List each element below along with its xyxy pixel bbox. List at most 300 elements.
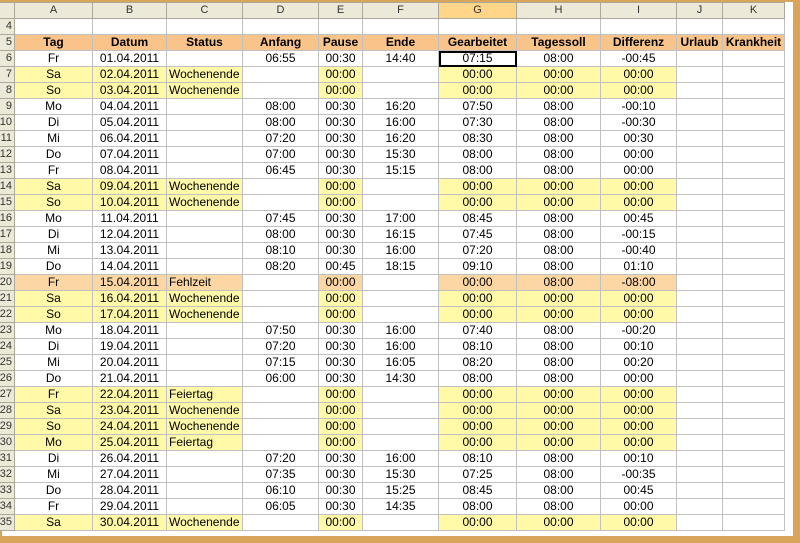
cell-tag[interactable]: Mo — [15, 211, 93, 227]
cell-pause[interactable]: 00:30 — [319, 467, 363, 483]
cell-gearbeitet[interactable]: 00:00 — [439, 195, 517, 211]
cell-anfang[interactable] — [243, 179, 319, 195]
row-number[interactable]: 8 — [0, 83, 15, 99]
cell-pause[interactable]: 00:30 — [319, 451, 363, 467]
cell-soll[interactable]: 08:00 — [517, 259, 601, 275]
cell-anfang[interactable]: 07:50 — [243, 323, 319, 339]
cell-anfang[interactable]: 08:10 — [243, 243, 319, 259]
cell-ende[interactable] — [363, 195, 439, 211]
cell-datum[interactable]: 10.04.2011 — [93, 195, 167, 211]
header-status[interactable]: Status — [167, 35, 243, 51]
cell-pause[interactable]: 00:00 — [319, 275, 363, 291]
cell-urlaub[interactable] — [677, 291, 723, 307]
cell-soll[interactable]: 00:00 — [517, 403, 601, 419]
header-ende[interactable]: Ende — [363, 35, 439, 51]
cell-tag[interactable]: Mo — [15, 99, 93, 115]
cell-soll[interactable]: 00:00 — [517, 419, 601, 435]
cell-soll[interactable]: 08:00 — [517, 483, 601, 499]
cell-soll[interactable]: 00:00 — [517, 83, 601, 99]
row-number[interactable]: 10 — [0, 115, 15, 131]
cell-soll[interactable]: 08:00 — [517, 323, 601, 339]
cell-datum[interactable]: 17.04.2011 — [93, 307, 167, 323]
cell-datum[interactable]: 08.04.2011 — [93, 163, 167, 179]
cell-ende[interactable]: 16:20 — [363, 131, 439, 147]
cell-status[interactable] — [167, 483, 243, 499]
cell-krankheit[interactable] — [723, 499, 785, 515]
cell-diff[interactable]: 00:45 — [601, 211, 677, 227]
row-number[interactable]: 31 — [0, 451, 15, 467]
row-number[interactable]: 13 — [0, 163, 15, 179]
cell-status[interactable] — [167, 99, 243, 115]
select-all-corner[interactable] — [0, 3, 15, 19]
cell-soll[interactable]: 00:00 — [517, 179, 601, 195]
cell-tag[interactable]: Mo — [15, 435, 93, 451]
cell-anfang[interactable]: 07:15 — [243, 355, 319, 371]
cell-soll[interactable]: 08:00 — [517, 275, 601, 291]
cell-gearbeitet[interactable]: 07:45 — [439, 227, 517, 243]
cell-diff[interactable]: 00:00 — [601, 419, 677, 435]
cell-ende[interactable] — [363, 307, 439, 323]
cell-diff[interactable]: 00:00 — [601, 435, 677, 451]
cell-tag[interactable]: Do — [15, 147, 93, 163]
cell-pause[interactable]: 00:30 — [319, 147, 363, 163]
cell-diff[interactable]: 00:10 — [601, 451, 677, 467]
cell-datum[interactable]: 23.04.2011 — [93, 403, 167, 419]
cell-pause[interactable]: 00:00 — [319, 307, 363, 323]
cell-pause[interactable]: 00:00 — [319, 83, 363, 99]
cell-datum[interactable]: 14.04.2011 — [93, 259, 167, 275]
cell-diff[interactable]: -00:30 — [601, 115, 677, 131]
cell-status[interactable] — [167, 323, 243, 339]
cell-tag[interactable]: Mi — [15, 355, 93, 371]
cell-urlaub[interactable] — [677, 403, 723, 419]
cell-krankheit[interactable] — [723, 371, 785, 387]
cell-tag[interactable]: So — [15, 83, 93, 99]
cell-datum[interactable]: 29.04.2011 — [93, 499, 167, 515]
cell-tag[interactable]: Mi — [15, 467, 93, 483]
cell-gearbeitet[interactable]: 07:20 — [439, 243, 517, 259]
cell-anfang[interactable]: 07:00 — [243, 147, 319, 163]
cell-ende[interactable]: 16:05 — [363, 355, 439, 371]
cell-urlaub[interactable] — [677, 259, 723, 275]
cell-urlaub[interactable] — [677, 323, 723, 339]
cell-status[interactable] — [167, 259, 243, 275]
cell-anfang[interactable]: 07:20 — [243, 339, 319, 355]
cell-diff[interactable]: 00:00 — [601, 387, 677, 403]
cell-diff[interactable]: 00:10 — [601, 339, 677, 355]
cell-tag[interactable]: Sa — [15, 291, 93, 307]
cell-status[interactable]: Feiertag — [167, 435, 243, 451]
cell-krankheit[interactable] — [723, 115, 785, 131]
cell-ende[interactable] — [363, 419, 439, 435]
column-header-d[interactable]: D — [243, 3, 319, 19]
cell-datum[interactable]: 11.04.2011 — [93, 211, 167, 227]
cell-pause[interactable]: 00:00 — [319, 403, 363, 419]
cell-pause[interactable]: 00:30 — [319, 243, 363, 259]
cell-krankheit[interactable] — [723, 467, 785, 483]
cell-gearbeitet[interactable]: 00:00 — [439, 387, 517, 403]
cell-datum[interactable]: 27.04.2011 — [93, 467, 167, 483]
cell[interactable] — [723, 19, 785, 35]
cell[interactable] — [517, 19, 601, 35]
cell-datum[interactable]: 30.04.2011 — [93, 515, 167, 531]
cell-diff[interactable]: -00:10 — [601, 99, 677, 115]
cell-tag[interactable]: Fr — [15, 275, 93, 291]
cell-anfang[interactable] — [243, 419, 319, 435]
cell-anfang[interactable]: 06:55 — [243, 51, 319, 67]
cell-tag[interactable]: Fr — [15, 499, 93, 515]
cell-datum[interactable]: 03.04.2011 — [93, 83, 167, 99]
cell-datum[interactable]: 19.04.2011 — [93, 339, 167, 355]
cell-soll[interactable]: 08:00 — [517, 467, 601, 483]
cell-status[interactable]: Wochenende — [167, 419, 243, 435]
cell-tag[interactable]: Do — [15, 483, 93, 499]
cell-gearbeitet[interactable]: 00:00 — [439, 67, 517, 83]
cell-pause[interactable]: 00:00 — [319, 419, 363, 435]
cell-datum[interactable]: 16.04.2011 — [93, 291, 167, 307]
cell-status[interactable] — [167, 499, 243, 515]
cell-urlaub[interactable] — [677, 115, 723, 131]
cell-tag[interactable]: Di — [15, 227, 93, 243]
cell-soll[interactable]: 00:00 — [517, 291, 601, 307]
row-number[interactable]: 5 — [0, 35, 15, 51]
cell-krankheit[interactable] — [723, 403, 785, 419]
cell-gearbeitet[interactable]: 08:45 — [439, 211, 517, 227]
cell-status[interactable] — [167, 339, 243, 355]
cell-pause[interactable]: 00:00 — [319, 387, 363, 403]
cell[interactable] — [677, 19, 723, 35]
cell-gearbeitet[interactable]: 00:00 — [439, 275, 517, 291]
cell-soll[interactable]: 08:00 — [517, 451, 601, 467]
cell-status[interactable]: Wochenende — [167, 291, 243, 307]
cell-anfang[interactable] — [243, 275, 319, 291]
cell-ende[interactable]: 15:15 — [363, 163, 439, 179]
cell-ende[interactable] — [363, 275, 439, 291]
cell-diff[interactable]: -00:35 — [601, 467, 677, 483]
cell-anfang[interactable] — [243, 291, 319, 307]
cell-anfang[interactable]: 08:20 — [243, 259, 319, 275]
row-number[interactable]: 30 — [0, 435, 15, 451]
cell[interactable] — [167, 19, 243, 35]
column-header-k[interactable]: K — [723, 3, 785, 19]
cell-krankheit[interactable] — [723, 451, 785, 467]
cell-diff[interactable]: 00:20 — [601, 355, 677, 371]
cell-anfang[interactable]: 07:20 — [243, 451, 319, 467]
row-number[interactable]: 25 — [0, 355, 15, 371]
cell-gearbeitet[interactable]: 08:10 — [439, 451, 517, 467]
cell-ende[interactable]: 16:00 — [363, 339, 439, 355]
cell-diff[interactable]: 00:00 — [601, 147, 677, 163]
cell-krankheit[interactable] — [723, 435, 785, 451]
row-number[interactable]: 21 — [0, 291, 15, 307]
column-header-b[interactable]: B — [93, 3, 167, 19]
header-pause[interactable]: Pause — [319, 35, 363, 51]
cell-urlaub[interactable] — [677, 515, 723, 531]
row-number[interactable]: 22 — [0, 307, 15, 323]
cell-krankheit[interactable] — [723, 227, 785, 243]
cell-ende[interactable] — [363, 387, 439, 403]
cell-urlaub[interactable] — [677, 195, 723, 211]
cell-soll[interactable]: 00:00 — [517, 307, 601, 323]
cell-datum[interactable]: 28.04.2011 — [93, 483, 167, 499]
cell-ende[interactable]: 14:35 — [363, 499, 439, 515]
cell-datum[interactable]: 05.04.2011 — [93, 115, 167, 131]
cell-status[interactable] — [167, 467, 243, 483]
cell-diff[interactable]: 00:00 — [601, 403, 677, 419]
cell[interactable] — [15, 19, 93, 35]
cell-krankheit[interactable] — [723, 515, 785, 531]
header-datum[interactable]: Datum — [93, 35, 167, 51]
header-gearbeitet[interactable]: Gearbeitet — [439, 35, 517, 51]
cell-urlaub[interactable] — [677, 131, 723, 147]
cell-tag[interactable]: Mo — [15, 323, 93, 339]
cell-tag[interactable]: Sa — [15, 179, 93, 195]
cell-urlaub[interactable] — [677, 387, 723, 403]
column-header-g[interactable]: G — [439, 3, 517, 19]
cell-status[interactable]: Feiertag — [167, 387, 243, 403]
row-number[interactable]: 34 — [0, 499, 15, 515]
cell-tag[interactable]: Fr — [15, 387, 93, 403]
cell[interactable] — [319, 19, 363, 35]
cell-gearbeitet[interactable]: 08:00 — [439, 163, 517, 179]
cell-anfang[interactable]: 07:20 — [243, 131, 319, 147]
row-number[interactable]: 24 — [0, 339, 15, 355]
cell-urlaub[interactable] — [677, 51, 723, 67]
cell-gearbeitet[interactable]: 00:00 — [439, 403, 517, 419]
cell-urlaub[interactable] — [677, 83, 723, 99]
row-number[interactable]: 33 — [0, 483, 15, 499]
cell-datum[interactable]: 20.04.2011 — [93, 355, 167, 371]
cell-tag[interactable]: Fr — [15, 51, 93, 67]
cell-anfang[interactable] — [243, 83, 319, 99]
cell-anfang[interactable] — [243, 515, 319, 531]
cell-gearbeitet[interactable]: 08:45 — [439, 483, 517, 499]
cell-soll[interactable]: 08:00 — [517, 211, 601, 227]
cell-datum[interactable]: 24.04.2011 — [93, 419, 167, 435]
cell-anfang[interactable]: 06:45 — [243, 163, 319, 179]
cell-status[interactable]: Wochenende — [167, 179, 243, 195]
cell-status[interactable] — [167, 371, 243, 387]
cell-datum[interactable]: 13.04.2011 — [93, 243, 167, 259]
row-number[interactable]: 11 — [0, 131, 15, 147]
row-number[interactable]: 6 — [0, 51, 15, 67]
cell-pause[interactable]: 00:30 — [319, 131, 363, 147]
row-number[interactable]: 23 — [0, 323, 15, 339]
cell-urlaub[interactable] — [677, 163, 723, 179]
cell-pause[interactable]: 00:00 — [319, 179, 363, 195]
cell-krankheit[interactable] — [723, 291, 785, 307]
cell-gearbeitet[interactable]: 09:10 — [439, 259, 517, 275]
cell-krankheit[interactable] — [723, 307, 785, 323]
column-header-h[interactable]: H — [517, 3, 601, 19]
cell-tag[interactable]: Sa — [15, 515, 93, 531]
cell[interactable] — [363, 19, 439, 35]
cell-urlaub[interactable] — [677, 435, 723, 451]
cell-gearbeitet[interactable]: 00:00 — [439, 307, 517, 323]
cell-krankheit[interactable] — [723, 259, 785, 275]
cell-tag[interactable]: Di — [15, 339, 93, 355]
cell-soll[interactable]: 00:00 — [517, 435, 601, 451]
cell-pause[interactable]: 00:00 — [319, 67, 363, 83]
cell-pause[interactable]: 00:30 — [319, 499, 363, 515]
cell-status[interactable]: Wochenende — [167, 403, 243, 419]
cell-anfang[interactable] — [243, 67, 319, 83]
cell-krankheit[interactable] — [723, 83, 785, 99]
cell-ende[interactable] — [363, 403, 439, 419]
cell-urlaub[interactable] — [677, 307, 723, 323]
header-tag[interactable]: Tag — [15, 35, 93, 51]
cell-gearbeitet[interactable]: 08:30 — [439, 131, 517, 147]
cell-datum[interactable]: 22.04.2011 — [93, 387, 167, 403]
cell-soll[interactable]: 08:00 — [517, 147, 601, 163]
cell-tag[interactable]: Fr — [15, 163, 93, 179]
cell-diff[interactable]: -00:40 — [601, 243, 677, 259]
cell-gearbeitet[interactable]: 08:10 — [439, 339, 517, 355]
cell-tag[interactable]: Mi — [15, 243, 93, 259]
cell-status[interactable] — [167, 355, 243, 371]
cell-gearbeitet[interactable]: 07:30 — [439, 115, 517, 131]
cell-urlaub[interactable] — [677, 179, 723, 195]
cell-soll[interactable]: 08:00 — [517, 131, 601, 147]
cell-status[interactable] — [167, 211, 243, 227]
cell-anfang[interactable] — [243, 195, 319, 211]
cell-ende[interactable]: 16:00 — [363, 323, 439, 339]
cell-krankheit[interactable] — [723, 243, 785, 259]
cell-anfang[interactable] — [243, 307, 319, 323]
cell-diff[interactable]: -00:20 — [601, 323, 677, 339]
cell-soll[interactable]: 08:00 — [517, 99, 601, 115]
cell-diff[interactable]: -00:45 — [601, 51, 677, 67]
cell-anfang[interactable]: 08:00 — [243, 99, 319, 115]
row-number[interactable]: 28 — [0, 403, 15, 419]
cell-krankheit[interactable] — [723, 163, 785, 179]
row-number[interactable]: 29 — [0, 419, 15, 435]
cell-ende[interactable] — [363, 291, 439, 307]
cell-anfang[interactable]: 08:00 — [243, 115, 319, 131]
cell-tag[interactable]: Do — [15, 371, 93, 387]
cell-gearbeitet[interactable]: 08:20 — [439, 355, 517, 371]
cell-soll[interactable]: 00:00 — [517, 515, 601, 531]
cell-diff[interactable]: 00:00 — [601, 67, 677, 83]
cell-status[interactable]: Wochenende — [167, 195, 243, 211]
cell-diff[interactable]: 00:30 — [601, 131, 677, 147]
column-header-c[interactable]: C — [167, 3, 243, 19]
cell-tag[interactable]: Di — [15, 451, 93, 467]
cell-pause[interactable]: 00:30 — [319, 51, 363, 67]
cell-ende[interactable]: 15:25 — [363, 483, 439, 499]
cell-pause[interactable]: 00:00 — [319, 515, 363, 531]
cell-krankheit[interactable] — [723, 195, 785, 211]
cell-ende[interactable]: 16:00 — [363, 451, 439, 467]
column-header-a[interactable]: A — [15, 3, 93, 19]
cell-gearbeitet[interactable]: 08:00 — [439, 499, 517, 515]
cell-pause[interactable]: 00:30 — [319, 355, 363, 371]
cell-tag[interactable]: So — [15, 419, 93, 435]
cell-urlaub[interactable] — [677, 419, 723, 435]
cell-datum[interactable]: 12.04.2011 — [93, 227, 167, 243]
cell-diff[interactable]: 00:00 — [601, 179, 677, 195]
cell-ende[interactable] — [363, 435, 439, 451]
cell-ende[interactable]: 15:30 — [363, 147, 439, 163]
cell-soll[interactable]: 08:00 — [517, 163, 601, 179]
cell-status[interactable] — [167, 115, 243, 131]
cell-gearbeitet[interactable]: 07:25 — [439, 467, 517, 483]
cell-status[interactable]: Wochenende — [167, 515, 243, 531]
cell-krankheit[interactable] — [723, 339, 785, 355]
cell-soll[interactable]: 00:00 — [517, 195, 601, 211]
cell-gearbeitet[interactable]: 00:00 — [439, 291, 517, 307]
cell-status[interactable] — [167, 147, 243, 163]
cell-anfang[interactable]: 06:10 — [243, 483, 319, 499]
cell-ende[interactable]: 16:15 — [363, 227, 439, 243]
cell-krankheit[interactable] — [723, 211, 785, 227]
cell-urlaub[interactable] — [677, 339, 723, 355]
cell-tag[interactable]: Sa — [15, 403, 93, 419]
cell-urlaub[interactable] — [677, 275, 723, 291]
cell-ende[interactable]: 16:20 — [363, 99, 439, 115]
cell-pause[interactable]: 00:30 — [319, 339, 363, 355]
cell-krankheit[interactable] — [723, 51, 785, 67]
cell-ende[interactable] — [363, 515, 439, 531]
cell-soll[interactable]: 08:00 — [517, 355, 601, 371]
cell-pause[interactable]: 00:00 — [319, 195, 363, 211]
cell-datum[interactable]: 21.04.2011 — [93, 371, 167, 387]
column-header-i[interactable]: I — [601, 3, 677, 19]
cell-urlaub[interactable] — [677, 211, 723, 227]
cell-status[interactable]: Wochenende — [167, 83, 243, 99]
cell-anfang[interactable]: 07:45 — [243, 211, 319, 227]
cell-diff[interactable]: 00:00 — [601, 195, 677, 211]
cell-status[interactable] — [167, 51, 243, 67]
cell-diff[interactable]: 00:00 — [601, 371, 677, 387]
header-differenz[interactable]: Differenz — [601, 35, 677, 51]
row-number[interactable]: 20 — [0, 275, 15, 291]
cell-status[interactable] — [167, 163, 243, 179]
cell-datum[interactable]: 01.04.2011 — [93, 51, 167, 67]
cell-gearbeitet[interactable]: 07:50 — [439, 99, 517, 115]
cell-ende[interactable] — [363, 83, 439, 99]
cell-tag[interactable]: So — [15, 195, 93, 211]
cell-soll[interactable]: 00:00 — [517, 67, 601, 83]
cell[interactable] — [243, 19, 319, 35]
cell-anfang[interactable] — [243, 387, 319, 403]
cell-pause[interactable]: 00:30 — [319, 99, 363, 115]
cell-tag[interactable]: Do — [15, 259, 93, 275]
cell-gearbeitet[interactable]: 00:00 — [439, 419, 517, 435]
cell-urlaub[interactable] — [677, 227, 723, 243]
cell-datum[interactable]: 18.04.2011 — [93, 323, 167, 339]
cell-urlaub[interactable] — [677, 243, 723, 259]
cell-pause[interactable]: 00:30 — [319, 163, 363, 179]
cell-urlaub[interactable] — [677, 371, 723, 387]
cell-anfang[interactable]: 08:00 — [243, 227, 319, 243]
cell-krankheit[interactable] — [723, 179, 785, 195]
cell-diff[interactable]: 01:10 — [601, 259, 677, 275]
row-number[interactable]: 18 — [0, 243, 15, 259]
header-urlaub[interactable]: Urlaub — [677, 35, 723, 51]
cell-status[interactable]: Wochenende — [167, 307, 243, 323]
cell-pause[interactable]: 00:30 — [319, 211, 363, 227]
cell-ende[interactable]: 15:30 — [363, 467, 439, 483]
cell-diff[interactable]: -00:15 — [601, 227, 677, 243]
cell-krankheit[interactable] — [723, 147, 785, 163]
cell-anfang[interactable] — [243, 435, 319, 451]
cell-anfang[interactable]: 06:05 — [243, 499, 319, 515]
cell-urlaub[interactable] — [677, 99, 723, 115]
cell-pause[interactable]: 00:45 — [319, 259, 363, 275]
row-number[interactable]: 32 — [0, 467, 15, 483]
cell[interactable] — [93, 19, 167, 35]
